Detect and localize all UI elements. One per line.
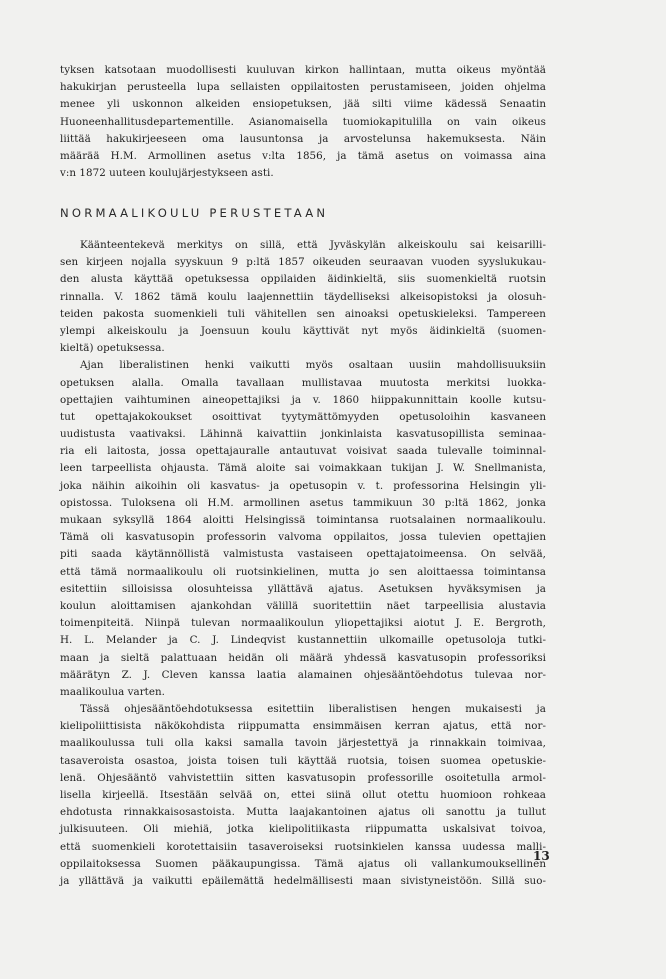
text-line: koulun aloittamisen ajankohdan välillä suoritettiin näet tarpeellisia alustavia <box>60 599 546 612</box>
text-line: Ajan liberalistinen henki vaikutti myös osaltaan uusiin mahdollisuuksiin <box>80 359 546 372</box>
body-text <box>60 237 546 890</box>
text-line: maan ja sieltä palattuaan heidän oli määrä yhdessä kasvatusopin professoriksi <box>60 651 546 664</box>
text-line: esitettiin silloisissa olosuhteissa yllättävä ajatus. Asetuksen hyväksymisen ja <box>60 582 546 595</box>
text-line: toimenpiteitä. Niinpä tulevan normaalikoulun yliopettajiksi aiotut J. E. Bergroth, <box>60 617 546 630</box>
text-line: ja yllättävä ja vaikutti epäilemättä hedelmällisesti maan sivistyneistöön. Sillä suo- <box>60 874 546 887</box>
text-line: ehdotusta rinnakkaisosastoista. Mutta laajakantoinen ajatus oli sanottu ja tullut <box>60 806 546 819</box>
text-line: Käänteentekevä merkitys on sillä, että Jyväskylän alkeiskoulu sai keisarilli- <box>80 239 546 251</box>
text-line: sen kirjeen nojalla syyskuun 9 p:ltä 1857 oikeuden seuraavan vuoden syyslukukau- <box>60 256 546 269</box>
text-line: mukaan syksyllä 1864 aloitti Helsingissä toimintansa ruotsalainen normaalikoulu. <box>60 514 546 526</box>
text-line: ylempi alkeiskoulu ja Joensuun koulu käyttivät nyt myös äidinkieltä (suomen- <box>60 324 546 337</box>
text-line: opettajien vaihtuminen aineopettajiksi ja v. 1860 hiippakunnittain koolle kutsu- <box>60 393 546 406</box>
text-line: H. L. Melander ja C. J. Lindeqvist kustannettiin ulkomaille opetusoloja tutki- <box>60 634 546 647</box>
text-line: leen tarpeellista ohjausta. Tämä aloite sai voimakkaan tukijan J. W. Snellmanista, <box>60 462 546 475</box>
section-heading: NORMAALIKOULU PERUSTETAAN <box>60 206 329 220</box>
text-line: v:n 1872 uuteen koulujärjestykseen asti. <box>60 167 274 180</box>
text-line: määrää H.M. Armollinen asetus v:lta 1856, ja tämä asetus on voimassa aina <box>60 149 546 162</box>
text-line: määrätyn Z. J. Cleven kanssa laatia alamainen ohjesääntöehdotus tulevaa nor- <box>60 668 546 681</box>
text-line: rinnalla. V. 1862 tämä koulu laajennettiin täydelliseksi alkeisopistoksi ja olosuh- <box>60 290 546 303</box>
text-line: opistossa. Tuloksena oli H.M. armollinen asetus tammikuun 30 p:ltä 1862, jonka <box>60 496 546 509</box>
text-line: oppilaitoksessa Suomen pääkaupungissa. Tämä ajatus oli vallankumouksellinen <box>60 857 546 870</box>
text-line: että suomenkieli korotettaisiin tasaveroiseksi ruotsinkielen kanssa uudessa malli- <box>60 840 546 853</box>
text-line: julkisuuteen. Oli miehiä, jotka kielipolitiikasta riippumatta uskalsivat toivoa, <box>60 823 546 836</box>
text-line: teiden pakosta suomenkieli tuli vähitellen sen ainoaksi opetuskieleksi. Tampereen <box>60 307 546 320</box>
text-line: maalikoulua varten. <box>60 685 165 698</box>
text-line: että tämä normaalikoulu oli ruotsinkielinen, mutta jo sen aloittaessa toimintansa <box>60 565 546 578</box>
text-line: hakukirjan perusteella lupa sellaisten oppilaitosten perustamiseen, joiden ohjelma <box>60 81 546 94</box>
text-line: lenä. Ohjesääntö vahvistettiin sitten kasvatusopin professorille osoitetulla armol- <box>60 771 546 784</box>
text-line: tut opettajakokoukset osoittivat tyytymättömyyden opetusoloihin kasvaneen <box>60 410 546 423</box>
text-line: kieltä) opetuksessa. <box>60 342 165 355</box>
text-line: opetuksen alalla. Omalla tavallaan mullistavaa muutosta merkitsi luokka- <box>60 376 546 389</box>
text-line: piti saada käytännöllistä valmistusta vastaiseen opettajatoimeensa. On selvää, <box>60 548 546 561</box>
text-line: joka näihin aikoihin oli kasvatus- ja opetusopin v. t. professorina Helsingin yli- <box>60 479 546 492</box>
text-line: Tässä ohjesääntöehdotuksessa esitettiin liberalistisen hengen mukaisesti ja <box>80 703 546 716</box>
text-line: tyksen katsotaan muodollisesti kuuluvan kirkon hallintaan, mutta oikeus myöntää <box>60 64 546 76</box>
text-line: den alusta käyttää opetuksessa oppilaiden äidinkieltä, siis suomenkieltä ruotsin <box>60 273 546 286</box>
text-line: tasaveroista osastoa, joista toisen tuli käyttää ruotsia, toisen suomea opetuskie- <box>60 754 546 767</box>
text-line: ria eli laitosta, jossa opettajauralle antautuvat voisivat saada tulevalle toiminnal- <box>60 445 546 458</box>
text-line: menee yli uskonnon alkeiden ensiopetuksen, jää silti viime kädessä Senaatin <box>60 98 546 111</box>
text-line: Tämä oli kasvatusopin professorin valvoma oppilaitos, jossa tulevien opettajien <box>60 531 546 544</box>
intro-paragraph <box>60 62 546 182</box>
text-line: maalikoulussa tuli olla kaksi samalla tavoin järjestettyä ja rinnakkain toimivaa, <box>60 737 546 750</box>
text-line: kielipoliittisista näkökohdista riippumatta ensimmäisen kerran ajatus, että nor- <box>60 720 546 733</box>
text-line: lisella kirjeellä. Itsestään selvää on, ettei siinä ollut otettu huomioon rohkeaa <box>60 789 546 801</box>
page-number: 13 <box>533 849 550 863</box>
text-line: liittää hakukirjeeseen oma lausuntonsa ja arvostelunsa hakemuksesta. Näin <box>60 132 546 145</box>
text-line: Huoneenhallitusdepartementille. Asianomaisella tuomiokapitulilla on vain oikeus <box>60 115 546 128</box>
text-line: uudistusta vaativaksi. Lähinnä kaivattiin jonkinlaista kasvatusopillista seminaa- <box>60 428 546 441</box>
